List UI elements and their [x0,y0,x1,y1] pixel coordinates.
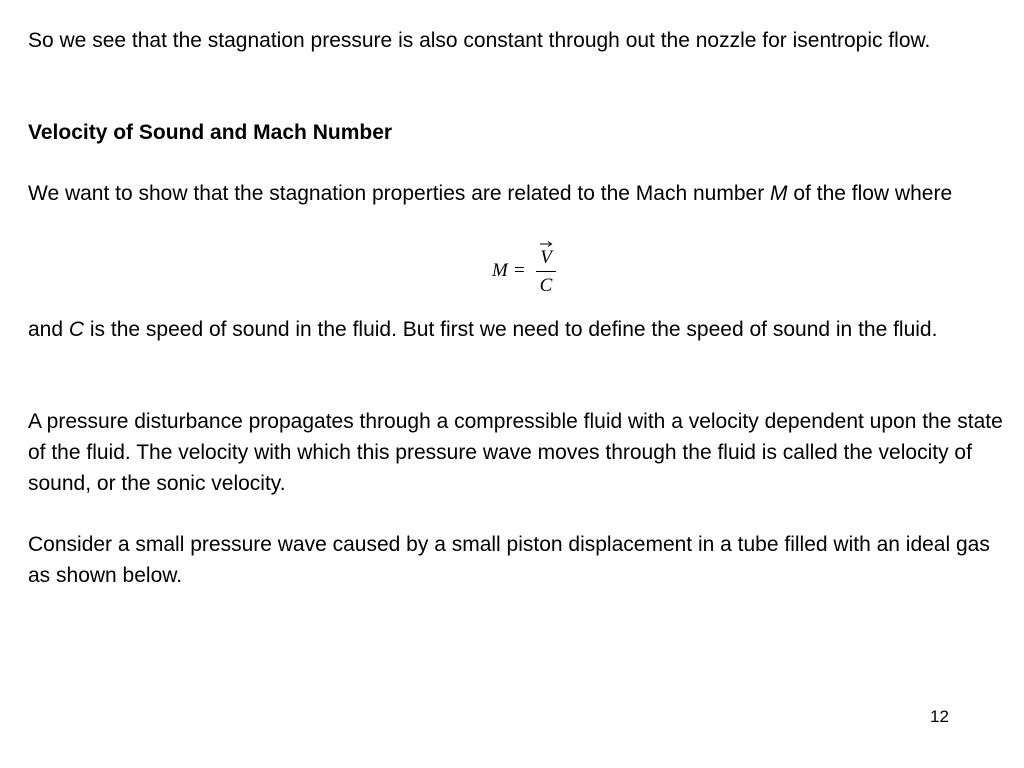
equation-equals-sign: = [514,260,525,281]
paragraph-text-start: and [28,318,69,341]
equation-lhs: M [492,260,508,281]
paragraph-text-end: is the speed of sound in the fluid. But first we need to define the speed of sound in the fluid. [84,318,938,341]
paragraph-text: A pressure disturbance propagates through a compressible fluid with a velocity dependent upon the state of the fluid. The velocity with which this pressure wave moves through the fluid is called the velocity of sound, or the sonic velocity. [28,410,1003,495]
paragraph-text-start: We want to show that the stagnation properties are related to the Mach number [28,182,771,205]
variable-c: C [68,318,85,341]
paragraph-text: So we see that the stagnation pressure is also constant through out the nozzle for isentropic flow. [28,29,931,52]
fraction-bar [536,271,556,272]
paragraph-speed-of-sound [28,314,1003,345]
paragraph-piston [28,529,1003,591]
equation-numerator: V [540,247,552,268]
paragraph-stagnation-pressure [28,25,1003,56]
paragraph-mach-intro [28,178,1003,209]
equation-fraction [536,240,556,302]
mach-number-equation [490,240,570,302]
variable-m: M [770,182,788,205]
paragraph-text-end: of the flow where [787,182,953,205]
paragraph-text: Consider a small pressure wave caused by a small piston displacement in a tube filled with an ideal gas as shown below. [28,533,990,587]
section-heading [28,117,1003,148]
equation-denominator: C [539,275,553,296]
page-number: 12 [930,707,949,726]
paragraph-pressure-disturbance [28,406,1003,499]
heading-text: Velocity of Sound and Mach Number [28,121,393,144]
